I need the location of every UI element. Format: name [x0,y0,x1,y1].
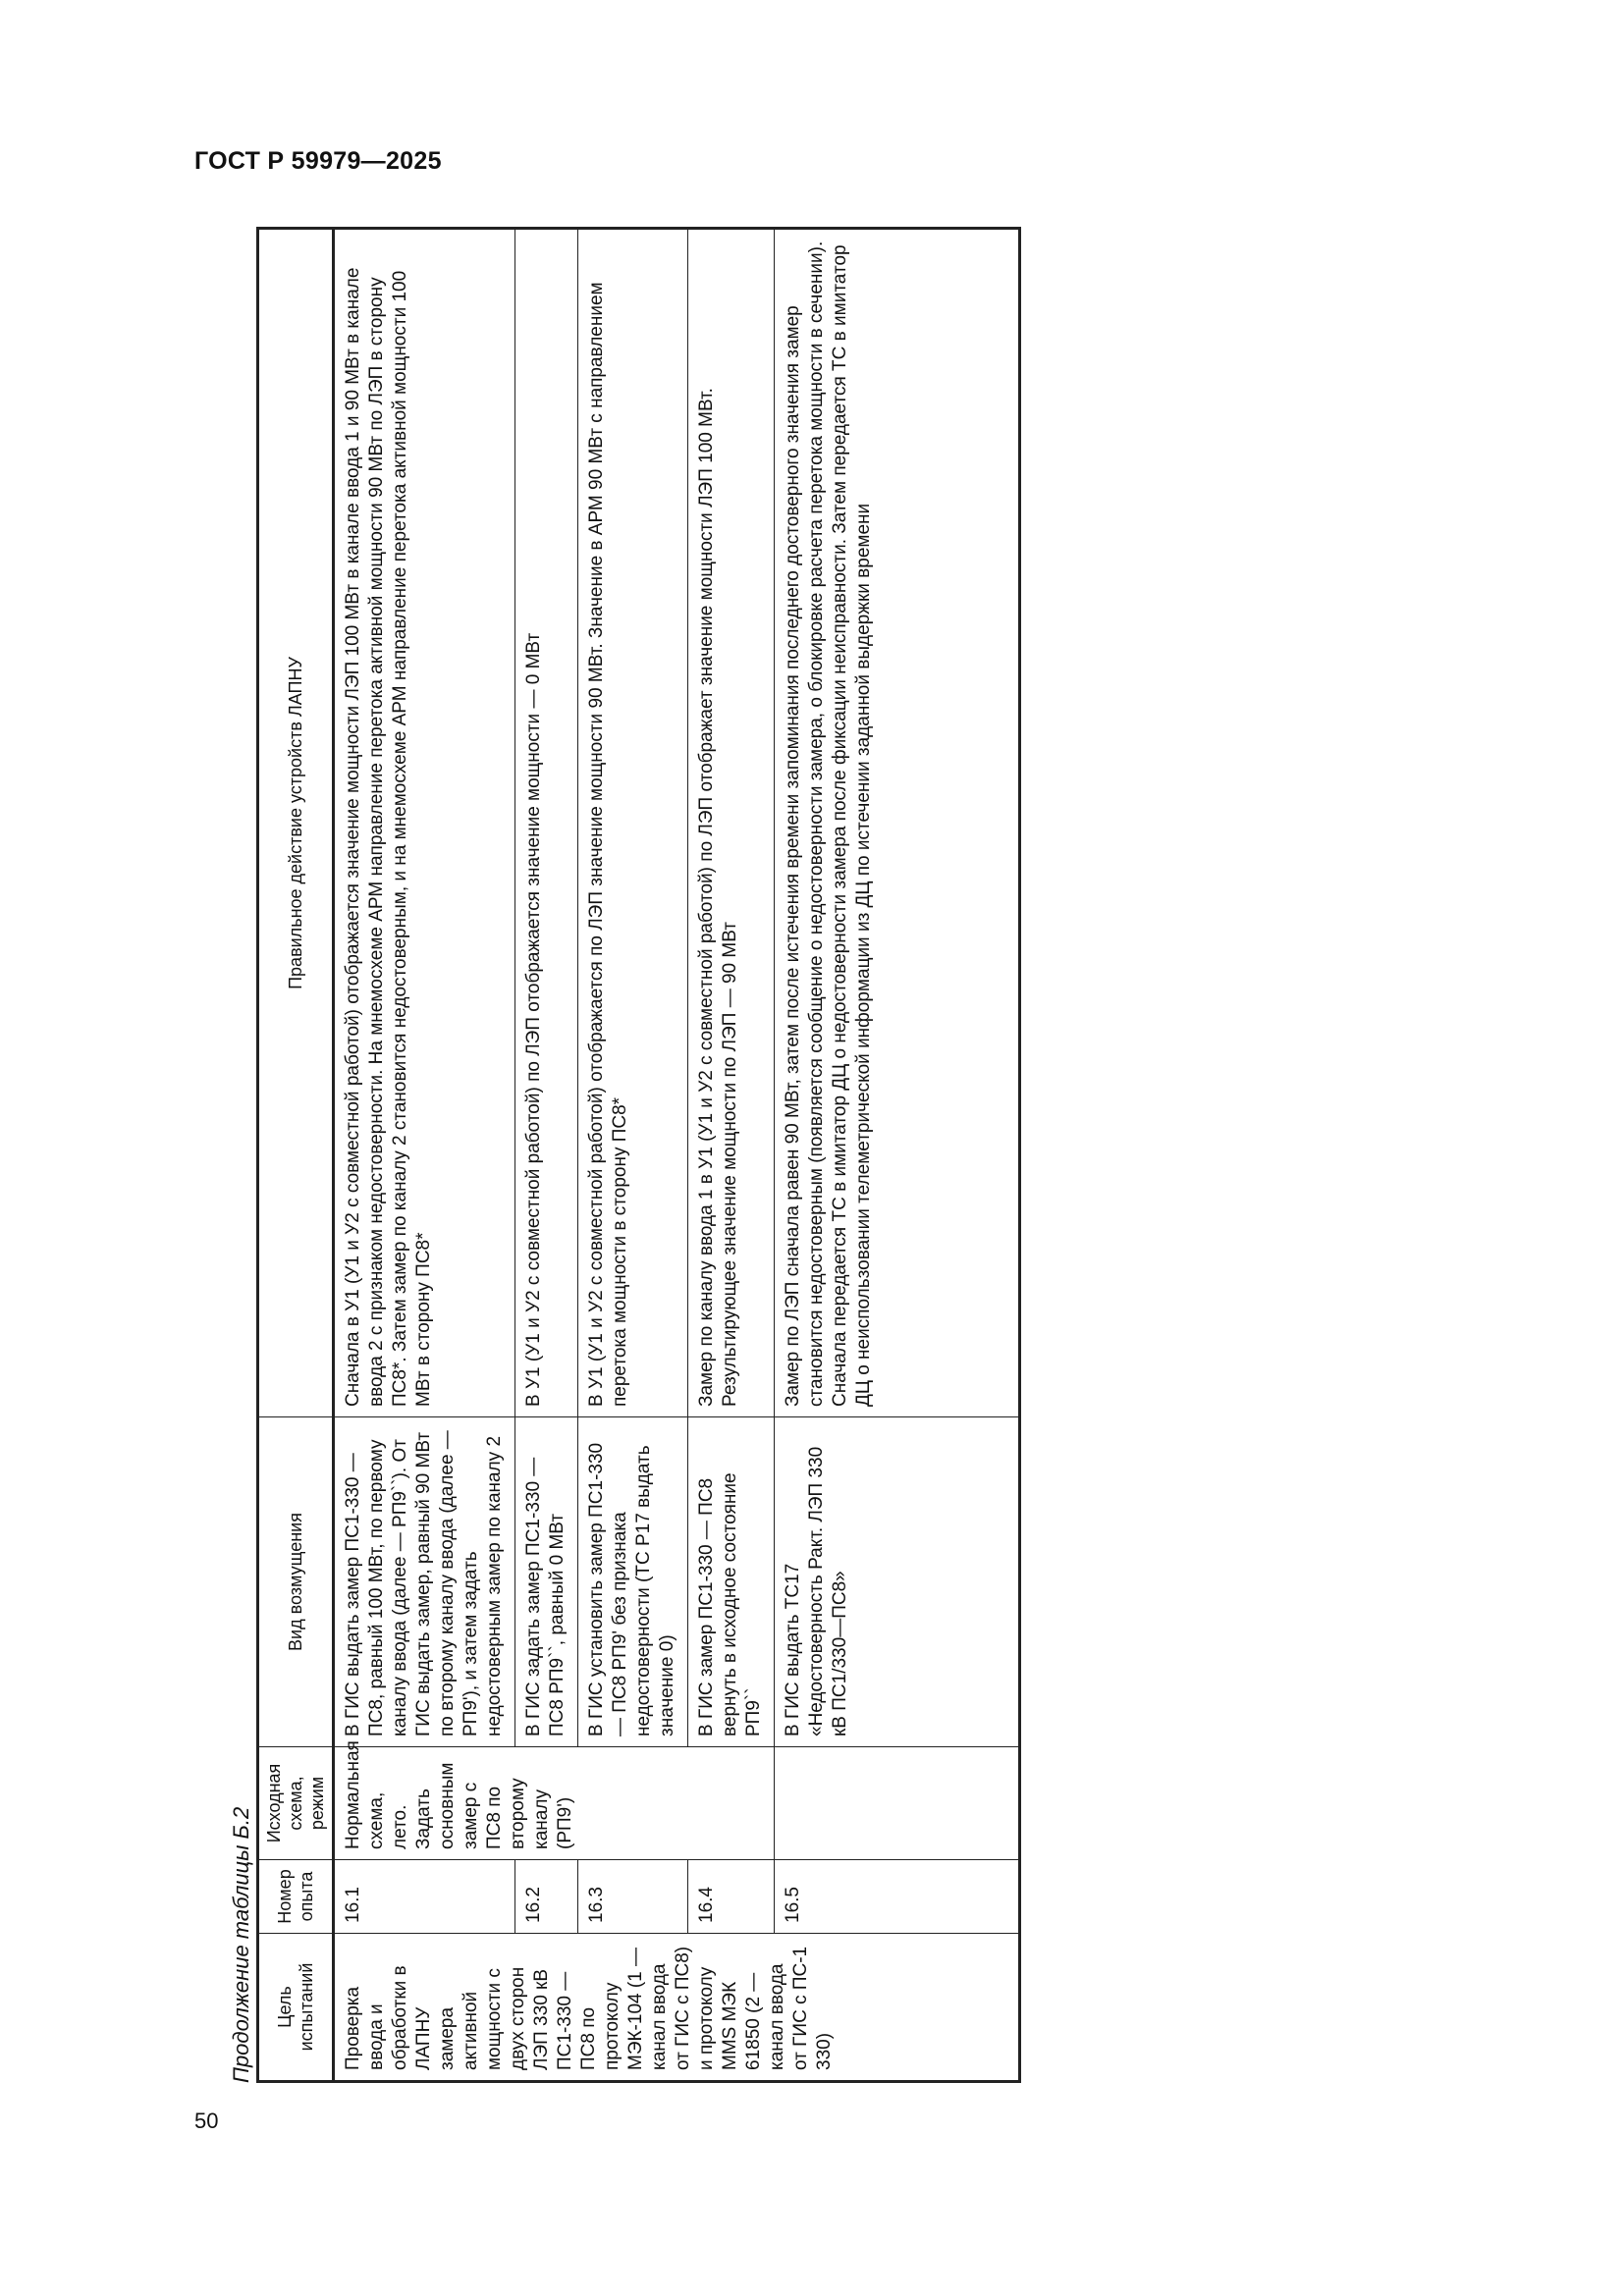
table-caption: Продолжение таблицы Б.2 [229,1806,253,2083]
header-goal: Цель испытаний [258,1934,334,2082]
action-cell: Сначала в У1 (У1 и У2 с совместной работой) отображается значение мощности ЛЭП 100 МВт в канале ввода 1 и 90 МВт в канале ввода 2 с признаком недостоверности. На мнемосхеме АРМ направление перетока активной мощности 90 МВт по ЛЭП в сторону ПС8*. Затем замер по каналу 2 становится недостоверным, и на мнемосхеме АРМ направление перетока активной мощности 100 МВт в сторону ПС8* [334,229,515,1417]
row-number: 16.4 [688,1860,775,1934]
header-disturbance: Вид возмущения [258,1417,334,1747]
disturbance-cell: В ГИС выдать ТС17 «Недостоверность Ракт. ЛЭП 330 кВ ПС1/330—ПС8» [775,1417,1020,1747]
document-header: ГОСТ Р 59979—2025 [194,147,442,175]
header-number: Номер опыта [258,1860,334,1934]
action-cell: В У1 (У1 и У2 с совместной работой) по ЛЭП отображается значение мощности — 0 МВт [515,229,578,1417]
row-number: 16.2 [515,1860,578,1934]
table-row [775,229,1020,2082]
disturbance-cell: В ГИС установить замер ПС1-330 — ПС8 РП9' без признака недостоверности (ТС Р17 выдать значение 0) [578,1417,688,1747]
row-number: 16.1 [334,1860,515,1934]
scheme-cell [775,1747,1020,1860]
disturbance-cell: В ГИС задать замер ПС1-330 — ПС8 РП9``, равный 0 МВт [515,1417,578,1747]
page-number: 50 [194,2109,219,2133]
disturbance-cell: В ГИС замер ПС1-330 — ПС8 вернуть в исходное состояние РП9`` [688,1417,775,1747]
header-action: Правильное действие устройств ЛАПНУ [258,229,334,1417]
test-table [256,227,1021,2083]
disturbance-cell: В ГИС выдать замер ПС1-330 — ПС8, равный 100 МВт, по первому каналу ввода (далее — РП9``). От ГИС выдать замер, равный 90 МВт по второму каналу ввода (далее — РП9'), и затем задать недостоверным замер по каналу 2 [334,1417,515,1747]
scheme-cell: Нормальная схема, лето. Задать основным замер с ПС8 по второму каналу (РП9') [334,1747,775,1860]
action-cell: В У1 (У1 и У2 с совместной работой) отображается по ЛЭП значение мощности 90 МВт. Значение в АРМ 90 МВт с направлением перетока мощности в сторону ПС8* [578,229,688,1417]
header-scheme: Исходная схема, режим [258,1747,334,1860]
row-number: 16.3 [578,1860,688,1934]
goal-cell: Проверка ввода и обработки в ЛАПНУ замера активной мощности с двух сторон ЛЭП 330 кВ ПС1-330 — ПС8 по протоколу МЭК-104 (1 — канал ввода от ГИС с ПС8) и протоколу MMS МЭК 61850 (2 — канал ввода от ГИС с ПС-1 330) [334,1934,1020,2082]
action-cell: Замер по ЛЭП сначала равен 90 МВт, затем после истечения времени запоминания последнего достоверного значения замер становится недостоверным (появляется сообщение о недостоверности замера, о блокировке расчета перетока мощности в сечении). Сначала передается ТС в имитатор ДЦ о недостоверности замера после фиксации неисправности. Затем передается ТС в имитатор ДЦ о неиспользовании телеметрической информации из ДЦ по истечении заданной выдержки времени [775,229,1020,1417]
action-cell: Замер по каналу ввода 1 в У1 (У1 и У2 с совместной работой) по ЛЭП отображает значение мощности ЛЭП 100 МВт. Результирующее значение мощности по ЛЭП — 90 МВт [688,229,775,1417]
rotated-table-block [229,230,1088,2083]
table-header-row [258,229,334,2082]
row-number: 16.5 [775,1860,1020,1934]
table-row [334,229,515,2082]
